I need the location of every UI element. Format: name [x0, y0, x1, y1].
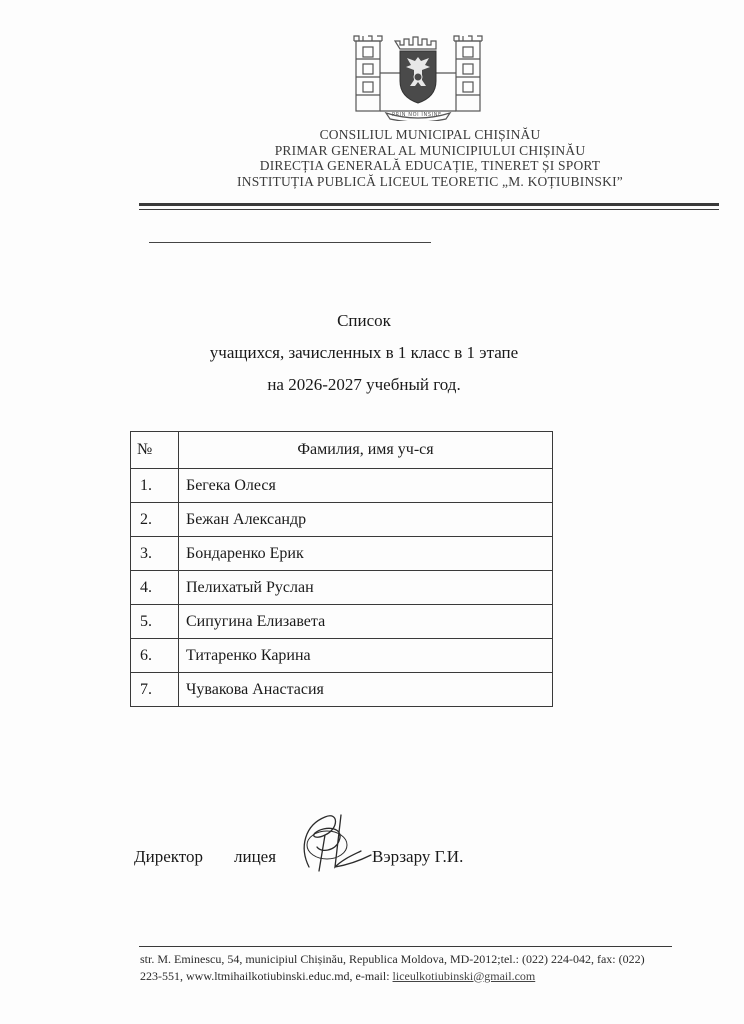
column-header-number: № — [131, 432, 179, 469]
header-line-council: CONSILIUL MUNICIPAL CHIȘINĂU — [319, 127, 541, 142]
header-divider-thick — [139, 203, 719, 206]
table-row — [131, 571, 553, 605]
coat-of-arms-motto: PRIN NOI ÎNȘINE — [392, 112, 442, 118]
row-number: 2. — [131, 503, 179, 537]
row-number: 3. — [131, 537, 179, 571]
header-divider-thin — [139, 209, 719, 210]
footer-website-text: 223-551, www.ltmihailkotiubinski.educ.md, e-mail: — [140, 968, 393, 983]
student-name: Бежан Александр — [179, 503, 553, 537]
header-line-directorate: DIRECȚIA GENERALĂ EDUCAȚIE, TINERET ȘI SPORT — [259, 158, 601, 173]
table-row — [131, 639, 553, 673]
students-table — [130, 431, 553, 707]
header-line-institution: INSTITUȚIA PUBLICĂ LICEUL TEORETIC „M. KOȚIUBINSKI” — [237, 173, 623, 189]
table-row — [131, 605, 553, 639]
footer-divider — [139, 946, 672, 947]
table-header-row — [131, 432, 553, 469]
footer-contact-line — [140, 968, 680, 985]
signatory-role: Директор — [134, 847, 203, 866]
table-row — [131, 503, 553, 537]
footer-contacts — [140, 951, 680, 984]
letterhead — [150, 127, 710, 189]
table-row — [131, 537, 553, 571]
student-name: Бегека Олеся — [179, 469, 553, 503]
row-number: 4. — [131, 571, 179, 605]
row-number: 5. — [131, 605, 179, 639]
student-name: Сипугина Елизавета — [179, 605, 553, 639]
signatory-institution: лицея — [234, 847, 277, 866]
title-line-1: Список — [337, 311, 391, 330]
row-number: 1. — [131, 469, 179, 503]
row-number: 6. — [131, 639, 179, 673]
addressee-blank-line — [149, 242, 431, 243]
footer-email-link[interactable]: liceulkotiubinski@gmail.com — [392, 968, 536, 983]
table-row — [131, 673, 553, 707]
header-line-mayor: PRIMAR GENERAL AL MUNICIPIULUI CHIȘINĂU — [274, 142, 586, 158]
student-name: Чувакова Анастасия — [179, 673, 553, 707]
student-name: Титаренко Карина — [179, 639, 553, 673]
student-name: Бондаренко Ерик — [179, 537, 553, 571]
handwritten-signature-icon — [295, 807, 375, 879]
document-title — [140, 305, 588, 401]
signatory-name: Вэрзару Г.И. — [372, 847, 464, 866]
column-header-name: Фамилия, имя уч-ся — [179, 432, 553, 469]
row-number: 7. — [131, 673, 179, 707]
title-line-2: учащихся, зачисленных в 1 класс в 1 этапе — [209, 343, 519, 362]
footer-address-line: str. M. Eminescu, 54, municipiul Chișinău, Republica Moldova, MD-2012;tel.: (022) 224-042, fax: (022) — [140, 952, 645, 966]
coat-of-arms-icon — [352, 33, 484, 121]
title-line-3: на 2026-2027 учебный год. — [267, 375, 461, 394]
table-row — [131, 469, 553, 503]
student-name: Пелихатый Руслан — [179, 571, 553, 605]
